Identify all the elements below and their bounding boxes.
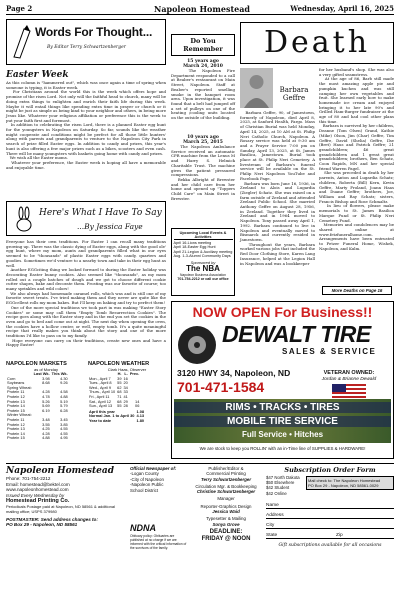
remember-date-1: March 24, 2010 (183, 64, 223, 69)
column-headline: Easter Week (6, 70, 69, 80)
sub-mail: Mail check to: The Napoleon Homestead (308, 478, 381, 483)
death-banner (240, 22, 394, 64)
sponsor-name: The NBA (186, 263, 220, 273)
table-cell: 4.28 (42, 430, 50, 436)
footer-web: www.napoleonhomestead.com (6, 487, 69, 493)
staff-name: Terry Schwartzenberger (200, 476, 252, 482)
column-header: This Wk. (51, 371, 68, 376)
rate-item: $42 Student (266, 485, 290, 491)
official-item: -Logan County (130, 471, 159, 477)
weather-title: NAPOLEON WEATHER (88, 361, 150, 367)
markets-box (6, 361, 86, 459)
weather-subtitle: Clark Haas, Observer (107, 367, 147, 372)
remember-title: Do You Remember (183, 37, 223, 53)
table-cell: 5.19 (60, 398, 68, 404)
pen-icon (10, 25, 34, 59)
rate-item: $47 North Dakota (266, 475, 300, 480)
masthead: Napoleon Homestead (154, 4, 251, 14)
official-item: -City of Napoleon (130, 476, 164, 482)
deadline-label: DEADLINE: (209, 528, 243, 535)
table-cell: Protein 12 (7, 421, 25, 427)
markets-title: NAPOLEON MARKETS (6, 361, 67, 367)
table-cell: Protein 11 (7, 416, 25, 422)
name-field-label: Name (266, 502, 279, 508)
table-cell: 4.13 (136, 413, 145, 419)
staff-name: Jessica Waid (212, 509, 240, 515)
table-cell: 28 (123, 403, 128, 409)
remember-text-2: The Napoleon Ambulance Service received an automatic CPR machine from the Lenus M and Harry S. Helmick Charitable Trust. The machine gives the patient pressured compressions. Bekka Albright of Brewster and her child care from her home and opened up "Toppers Child Care" on Main Street in Brewster. (171, 144, 235, 201)
table-cell: 20 (123, 380, 128, 386)
state-field-label: State (266, 532, 278, 538)
ndna-logo: NDNA (130, 523, 156, 534)
table-cell: April this year (89, 408, 115, 414)
table-row (88, 419, 145, 424)
remember-banner (171, 34, 235, 56)
footer-phone: Phone: 701-754-2212 (6, 476, 51, 481)
table-cell: 1.80 (136, 417, 145, 423)
event-item: Aug. 1-3-Alumni Community Days (173, 254, 231, 259)
table-cell: 9.26 (60, 380, 68, 386)
table-cell: Fri., April 11 (89, 393, 110, 399)
table-cell: 1.08 (136, 408, 145, 414)
table-cell: 5.26 (42, 398, 50, 404)
obituary-text-1: Barbara Geffre, 90, of Jamestown, formerly of Napoleon, died April 8, 2025, at Sanford Health, Fargo. Mass of Christian Burial was held Monday, April 14, 2025, at 10 AM at St. Philip Neri Catholic Church, Napoleon. A Rosary service was held at 9:30 am and a Prayer Service 7:00 pm on Sunday, April 13, 2025, at St. James Basilica, Jamestown. Burial took place at St. Philip Neri Cemetery. A livestream of Barbara's funeral service will be available on the St. Philip Neri Napoleon YouTube and Facebook Page. Barbara was born June 16, 1936, in Zeeland to Alois and Lugardia (Ziegler) Schatz. She was raised on a farm outside of Zeeland and attended Zeeland Public School. She married Anthony Geffre on August 28, 1956, in Zeeland. Together they lived in Zeeland and in 1964 moved to Napoleon. Tony passed away April 1, 1992. Barbara continued to live in Napoleon and eventually moved to Bismarck and currently resided in Jamestown. Throughout the years, Barbara worked various jobs that included the Red Door Clothing Store, Karen Lang Insurance, helped at the Legion Hall in Napoleon and was a bookkeeper (240, 110, 315, 266)
official-item: School District (130, 487, 159, 493)
table-cell: 16 (123, 375, 128, 381)
obituary-name (275, 87, 313, 102)
table-cell: 3.45 (60, 416, 68, 422)
table-cell: 5.79 (60, 403, 68, 409)
table-cell: 29 (123, 398, 128, 404)
remember-text-1: The Napoleon Fire Department responded to a call at Beaber's restaurant on Main Street, Napoleon. Staff at Beaber's reported smelling smoke in the banquet room area. Upon investigation, it was found that a belt had jumped off a set of pulleys on one of the heating /cooling units located on the outside of the building. (171, 68, 237, 121)
death-title: Death (263, 25, 371, 60)
staff-name: Sonya Grove (212, 521, 240, 527)
table-cell: Protein 15 (7, 407, 25, 413)
table-cell: Normal Jan. 1 to April 30 (89, 413, 135, 419)
column-header: L. (124, 371, 128, 376)
obituary-text-2: for her husband's shop. She was also a very gifted seamstress. At the age of 86, Barb still made the most amazing apple pie and pumpkin kuchen and was still camping her own vegetables and fruit. She learned early how to make homemade ice cream and enjoyed bringing it to her late 90's and Grilled Ham-Burger fundraiser at the age of 80 and had cool other plans this time. Barbara is survived by her children, Deanne (Tom Olsen) Grand, Kathie (Mike) Olson, Jim (Char) Geffre, Tim Geffre, David (Shelia) Geffre, Ilse (Bret) Haus and Patrick Geffre; 21 grandchildren; 46 great grandchildren and 1 great great grandchildren; brothers, Ben Schatz, Coon Rapids, MN and her special friend Warren Pagel. She was preceded in death by her parents, Anton and Lugardia Schatz; children, Roberta (Bill) Kern, Kevin Geffre, Marty Froland, Joann Haas and Duane Geffre; brothers, Joe, William and Ray Schatz; sisters, Francis Bishop and Rose Schmaltz. In lieu of flowers, please make memorials to St. James Basilica Marque Fund or St. Philip Neri Cemetery Fund. Memories and condolences may be shared online at www.fetzfuneralhome.com. Arrangements have been entrusted to Fetzer Funeral Home, Wishek, Napoleon, and Kulm. (319, 67, 395, 251)
bunny-icon (11, 207, 37, 233)
column-header: H. (117, 371, 122, 376)
table-cell: 4.55 (60, 430, 68, 436)
table-cell: 68 (117, 398, 122, 404)
table-cell: 3.85 (60, 421, 68, 427)
remember-title-line1 (172, 37, 234, 53)
rate-item: $50 Elsewhere (266, 480, 295, 486)
more-deaths-link[interactable]: More Deaths on Page 16 (322, 286, 392, 295)
heres-what-banner (6, 201, 166, 236)
staff-label: Circulation Mgr. & Bookkeeping (195, 483, 257, 489)
table-cell: 6.28 (60, 407, 68, 413)
weather-table (88, 372, 140, 409)
table-cell: 39 (117, 375, 122, 381)
staff-label: Manager (217, 496, 235, 502)
ad-service-2: MOBILE TIRE SERVICE (174, 416, 391, 427)
staff-label: Commercial Printing (206, 471, 246, 477)
ad-company: DEWALT TIRE (222, 321, 371, 347)
column2-title: Here's What I Have To Say (39, 208, 162, 218)
table-cell: 3.48 (42, 416, 50, 422)
page-header (6, 4, 394, 15)
city-field-label: City (266, 522, 275, 528)
table-cell: Sat., April 12 (89, 398, 112, 404)
table-cell: 3.98 (42, 375, 50, 381)
event-item: April 18-Easter Egg Hunt (173, 245, 216, 250)
deadline-value: FRIDAY @ NOON (201, 535, 251, 542)
table-cell: Spring Wheat: (7, 384, 32, 390)
table-cell: Protein 11 (7, 389, 25, 395)
words-for-thought-banner (6, 19, 166, 65)
footer-postmaster: POSTMASTER: Send address changes to: (6, 516, 98, 522)
table-cell: 68 (117, 389, 122, 395)
zip-field-label: Zip (336, 532, 343, 538)
ad-service-3: Full Service • Hitches (241, 430, 324, 439)
obit-policy: Obituary policy: Obituaries are published at no charge if we are informed with the critical information of the survivors of the family. (130, 534, 187, 551)
ad-tagline: We are stock to keep you ROLLIN' with an in-Time line of SUPPLIES & HARDWARE! (199, 446, 366, 451)
table-cell: Protein 14 (7, 403, 25, 409)
table-cell: Protein 15 (7, 435, 25, 441)
events-sponsored: Sponsored by (190, 259, 216, 265)
staff-name: Christine Schwartzenberger (196, 489, 256, 495)
ad-address: 3120 HWY 34, Napoleon, ND (177, 368, 291, 378)
table-cell: 5.69 (42, 403, 50, 409)
city-field[interactable] (266, 519, 394, 529)
table-cell: 41 (123, 393, 128, 399)
table-cell: Year to date (89, 417, 112, 423)
table-cell: 62 (117, 384, 122, 390)
table-cell: Protein 13 (7, 426, 25, 432)
staff-label: Publisher/Editor & (208, 466, 244, 471)
address-field[interactable] (266, 509, 394, 519)
footer-email: Email: homestead@bektel.com (6, 481, 70, 487)
table-cell: 3.55 (42, 421, 50, 427)
name-field[interactable] (266, 499, 394, 509)
markets-subtitle: as of Monday (33, 367, 58, 372)
column-body: As this column is "hammered out", which was once again a time of spring when someone is typing, it is Easter week. For Christians around the world this is the week which offers hope and promise of the risen Lord. Not only will the faithful head to church, many will be doing extra things to enlighten and enrich their faith life during this week. Maybe it will entail things like spending extra time in prayer or church or it might be just as simple as being kind to your neighbor and others, in being more Jesus like. Whatever your religious affiliation or preference this is the week to put your faith first and foremost. In addition to celebrating the risen Lord, there is a planned Easter egg hunt for the youngsters in Napoleon on Saturday. So far, sounds like the weather might cooperate and conditions might be perfect for all those little hunters' along with parents and grandparents to venture to the Napoleon City Park in search of prize filled Easter eggs. In addition to candy and prizes, this year's hunt is also offering a few major prizes such as a bikes, scooters and even cash. There will be many youngsters with baskets going home with candy and prizes. We wish all the Easter moms. Whatever your preference, the Easter week is hoping all have a memorable and enjoyable time. (6, 80, 167, 170)
footer-paper-name: Napoleon Homestead (6, 466, 115, 476)
issue-date: Wednesday, April 16, 2025 (290, 4, 394, 13)
gift-note: Gift subscriptions available for all occasions (278, 542, 382, 548)
remember-label-1: 15 years ago (187, 59, 219, 64)
table-cell: 4.78 (42, 393, 50, 399)
official-title: Official Newspaper of: (130, 466, 177, 471)
table-cell: Thurs., April 10 (89, 389, 116, 395)
table-row (6, 436, 69, 441)
table-cell: Sun., April 13 (89, 403, 113, 409)
staff-list (190, 466, 262, 610)
sub-addr: PO Box 29 - Napoleon, ND 58561-0029 (308, 483, 379, 488)
table-cell: Tues., April 8 (89, 380, 112, 386)
markets-table (6, 372, 69, 441)
events-box (171, 228, 235, 296)
tire-ad (171, 301, 394, 459)
table-cell: 4.58 (60, 389, 68, 395)
column-byline: By Editor Terry Schwartzenberger (47, 45, 126, 50)
subscription-form (266, 466, 394, 610)
address-field-label: Address (266, 512, 284, 518)
table-cell: 34 (123, 384, 128, 390)
ad-headline: NOW OPEN For Business!! (192, 304, 373, 320)
column-title: Words For Thought... (35, 25, 153, 39)
sponsor-sub: Napoleon Business Association (179, 272, 226, 277)
table-cell: Corn (7, 375, 16, 381)
table-cell: 4.55 (60, 426, 68, 432)
obituary-photo (240, 68, 273, 108)
obituary-name-text: Barbara Geffre (279, 86, 309, 102)
events-title: Upcoming Local Events & Activities (174, 231, 233, 240)
table-cell: 33 (123, 389, 128, 395)
ad-veteran: VETERAN OWNED: (323, 370, 375, 376)
ad-service-1: RIMS • TRACKS • TIRES (174, 402, 391, 413)
state-field[interactable] (266, 529, 394, 539)
sub-title: Subscription Order Form (284, 466, 376, 474)
table-cell: Mon., April 7 (89, 375, 111, 381)
table-cell: 4.88 (60, 393, 68, 399)
column2-byline: ...By Jessica Faye (77, 222, 143, 231)
table-cell: Protein 14 (7, 430, 25, 436)
rate-item: $42 Online (266, 490, 287, 496)
table-cell: 4.30 (60, 375, 68, 381)
table-cell: 8.68 (42, 380, 50, 386)
footer-publisher: Homestead Printing Co. (6, 498, 70, 505)
staff-box (6, 466, 126, 610)
staff-label: Typesetter & Mailing (206, 516, 246, 522)
ad-phone: 701-471-1584 (177, 379, 265, 395)
column-header: Prec. (129, 371, 140, 376)
table-cell: 4.25 (42, 426, 50, 432)
table-cell: Soybeans (7, 380, 25, 386)
staff-label: Reporter-Graphics Design (200, 503, 252, 509)
table-cell: 06 (135, 403, 140, 409)
table-cell: Protein 13 (7, 398, 25, 404)
table-cell: 4.28 (42, 389, 50, 395)
weather-box (88, 361, 166, 459)
weather-totals (88, 410, 145, 424)
remember-label-2: 10 years ago (187, 135, 219, 140)
table-cell: 71 (117, 393, 122, 399)
footer-divider (6, 463, 394, 464)
official-box (130, 466, 188, 610)
table-cell: 4.88 (42, 435, 50, 441)
ad-company-sub: SALES & SERVICE (282, 347, 377, 356)
table-cell: 6.19 (42, 407, 50, 413)
footer-pobox: PO Box 29 - Napoleon, ND 58561 (6, 522, 78, 528)
table-cell: 55 (117, 380, 122, 386)
table-cell: Wed., April 9 (89, 384, 111, 390)
footer-issued: Issued Every Wednesday by (6, 492, 65, 498)
sponsor-phone: 701-754-2212 or call our office (177, 276, 229, 281)
table-cell: Winter Wheat: (7, 412, 32, 418)
flag-icon (332, 384, 366, 398)
table-cell: 55 (117, 403, 122, 409)
event-item: April 16-Lions meeting (173, 240, 212, 245)
table-cell: 14 (135, 398, 140, 404)
table-cell: 4.95 (60, 435, 68, 441)
official-item: -Napoleon Public (130, 482, 164, 488)
remember-date-2: March 25, 2015 (183, 140, 223, 145)
footer-office: Periodicals Postage paid at Napoleon, ND 58561 & additional mailing office; USPS 379980 (6, 503, 115, 514)
tire-icon (176, 324, 218, 366)
column2-body: Everyone has their own traditions. For Easter I can recall many traditions growing up. There was the classic dying of Easter eggs, along with the good ole' egg hunt, where my mom, aunts and grandparents filled what in our eyes seemed to be "thousands" of plastic Easter eggs with candy, quarters and goodies. Sometimes we'd venture to a nearby town and take in their egg hunt as well. Another EGGciting thing we looked forward to during the Easter holiday was decorating Easter bunny cookies. Also seemed like "thousands", as my mom rolled out a couple batches of dough and we got to choose different cookie cutter shapes, bake and decorate them. Frosting was our favorite of course; too many sprinkles and wild colors! We also always had homemade caramel rolls, which was and is still one of my favorite sweet treats. I've tried making them and they never are quite like the EGGcellent rolls my mom bakes. But I'll keep on baking and try to perfect them! One of the more special traditions we took part in was making "Easter Story Cookies" or some may call them "Empty Tomb Resurrection Cookies". The recipe goes along with the Easter story and in the end you set the cookies in the oven and go to bed and come out at night. The next day when opening the oven, the cookies have a hollow center, or well, empty tomb. It's a quite meaningful recipe that really makes you think about the story and one of the more traditions I'd like to pass on to my family. Hope everyone can carry on their traditions, create new ones and have a Happy Easter! (6, 239, 167, 348)
column-header: Last Wk. (33, 371, 50, 376)
page-number: Page 2 (6, 4, 33, 13)
person-photo-icon (240, 68, 273, 108)
ad-owners: Jordan & Brianne Dewald (321, 377, 377, 382)
ad-photo-strip (174, 399, 391, 443)
table-cell: Protein 12 (7, 393, 25, 399)
event-item: April 21-Legion & Auxiliary meeting (173, 249, 233, 254)
